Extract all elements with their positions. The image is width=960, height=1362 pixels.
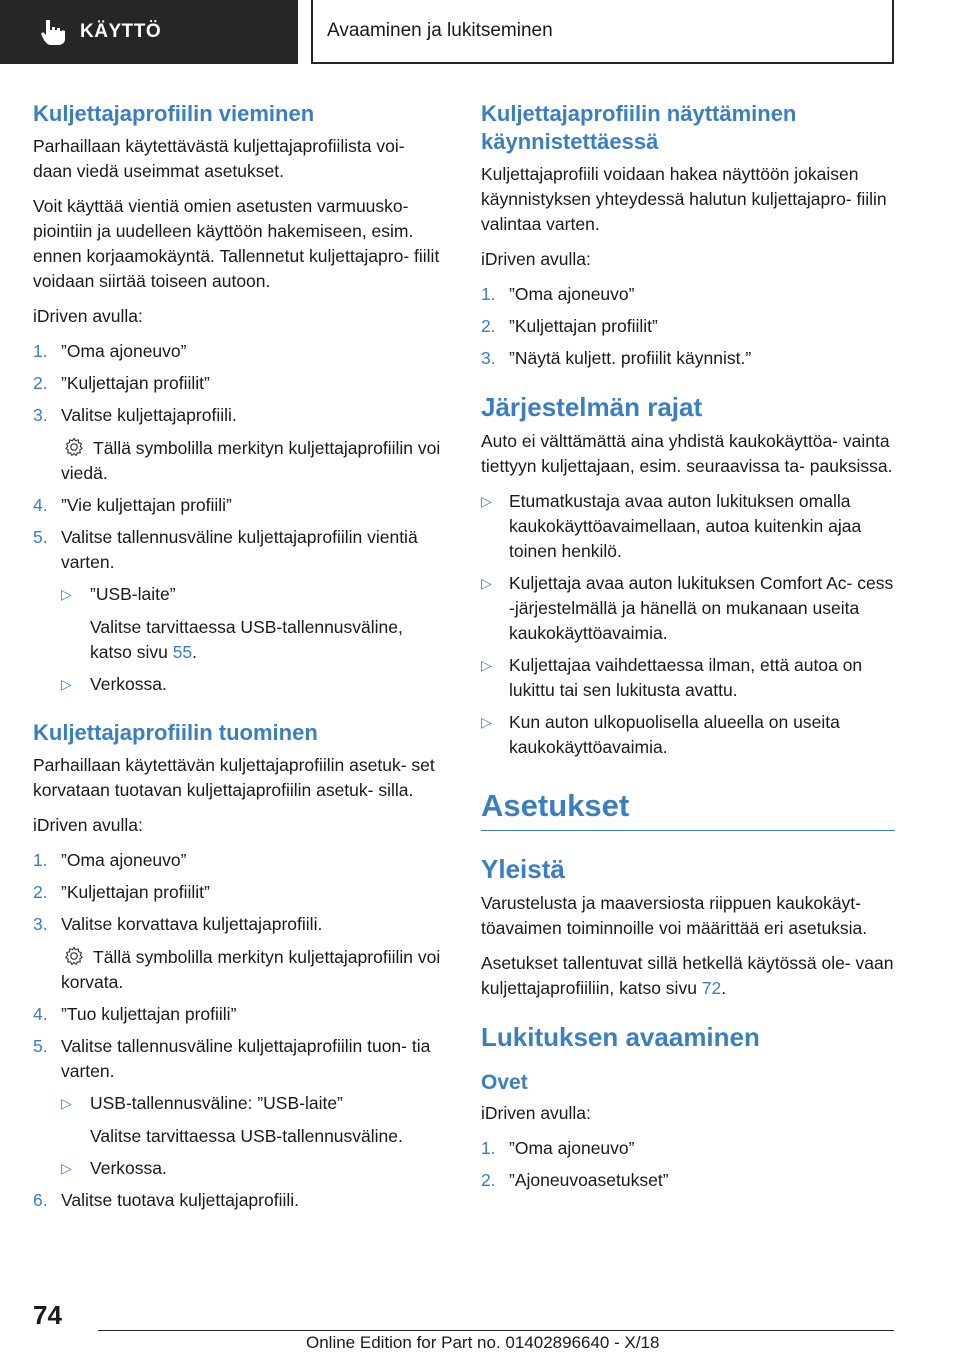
list-item bbox=[33, 912, 447, 937]
step-text: ”Kuljettajan profiilit” bbox=[509, 316, 658, 336]
detail-text: Valitse tarvittaessa USB-tallennusväline, bbox=[90, 617, 403, 637]
footer-divider bbox=[98, 1330, 894, 1331]
paragraph: Voit käyttää vientiä omien asetusten varmuusko- piointiin ja uudelleen käyttöön hakemiseen, esim. ennen korjaamokäyntä. Tallennetut kuljettajapro- fiilit voidaan siirtää toiseen autoon. bbox=[33, 196, 440, 291]
chapter-tab-label: Avaaminen ja lukitseminen bbox=[327, 20, 553, 41]
sub-item-detail: Valitse tarvittaessa USB-tallennusväline. bbox=[90, 1126, 403, 1146]
bullet-list bbox=[481, 489, 895, 760]
gear-note bbox=[33, 436, 447, 486]
step-number: 5. bbox=[33, 527, 48, 547]
triangle-bullet-icon: ▷ bbox=[61, 1095, 72, 1111]
step-number: 4. bbox=[33, 495, 48, 515]
step-number: 1. bbox=[481, 1138, 496, 1158]
hand-pointer-icon bbox=[38, 17, 68, 47]
list-item bbox=[33, 1002, 447, 1027]
gear-note-text: Tällä symbolilla merkityn kuljettajaprofiilin voi korvata. bbox=[61, 947, 441, 992]
sub-item-text: ”USB-laite” bbox=[90, 584, 176, 604]
list-item bbox=[481, 282, 895, 307]
sub-list-item bbox=[33, 582, 447, 607]
page-link-72[interactable]: 72 bbox=[701, 978, 722, 998]
step-number: 2. bbox=[33, 373, 48, 393]
step-list bbox=[33, 339, 447, 428]
heading-settings: Asetukset bbox=[481, 788, 630, 823]
step-text: Valitse tallennusväline kuljettajaprofiilin vientiä varten. bbox=[61, 527, 418, 572]
gear-icon bbox=[63, 436, 85, 458]
triangle-bullet-icon: ▷ bbox=[481, 657, 492, 673]
paragraph: Auto ei välttämättä aina yhdistä kaukokäyttöa- vainta tiettyyn kuljettajaan, esim. seuraavissa ta- pauksissa. bbox=[481, 431, 893, 476]
step-number: 3. bbox=[481, 348, 496, 368]
step-text: Valitse kuljettajaprofiili. bbox=[61, 405, 237, 425]
step-text: ”Kuljettajan profiilit” bbox=[61, 373, 210, 393]
step-list bbox=[481, 1136, 895, 1193]
list-item bbox=[33, 339, 447, 364]
paragraph: iDriven avulla: bbox=[33, 815, 143, 835]
list-item bbox=[481, 314, 895, 339]
step-number: 5. bbox=[33, 1036, 48, 1056]
list-item bbox=[481, 653, 895, 703]
step-text: ”Oma ajoneuvo” bbox=[61, 850, 187, 870]
section-tab-label: KÄYTTÖ bbox=[80, 21, 162, 42]
step-number: 4. bbox=[33, 1004, 48, 1024]
list-item bbox=[33, 880, 447, 905]
heading-system-limits: Järjestelmän rajat bbox=[481, 392, 703, 422]
page-link-55[interactable]: 55 bbox=[172, 642, 193, 662]
list-item bbox=[481, 710, 895, 760]
heading-show-profile-on-start: Kuljettajaprofiilin näyttäminen käynnistettäessä bbox=[481, 101, 797, 154]
step-text: ”Kuljettajan profiilit” bbox=[61, 882, 210, 902]
sub-item-text: USB-tallennusväline: ”USB-laite” bbox=[90, 1093, 343, 1113]
sub-list-item bbox=[33, 672, 447, 697]
step-number: 2. bbox=[481, 316, 496, 336]
step-list bbox=[33, 1002, 447, 1116]
heading-unlocking: Lukituksen avaaminen bbox=[481, 1022, 760, 1052]
list-item bbox=[481, 346, 895, 371]
step-text: ”Tuo kuljettajan profiili” bbox=[61, 1004, 237, 1024]
heading-import-profile: Kuljettajaprofiilin tuominen bbox=[33, 720, 318, 745]
step-number: 3. bbox=[33, 405, 48, 425]
step-list bbox=[33, 672, 447, 697]
list-item bbox=[481, 571, 895, 646]
bullet-text: Etumatkustaja avaa auton lukituksen omalla kaukokäyttöavaimellaan, autoa kuitenkin ajaa toinen henkilö. bbox=[509, 491, 862, 561]
paragraph: Parhaillaan käytettävän kuljettajaprofiilin asetuk- set korvataan tuotavan kuljettajaprofiilin asetuk- silla. bbox=[33, 755, 435, 800]
paragraph: iDriven avulla: bbox=[481, 1103, 591, 1123]
page-number: 74 bbox=[33, 1300, 62, 1330]
step-text: ”Vie kuljettajan profiili” bbox=[61, 495, 232, 515]
heading-general: Yleistä bbox=[481, 854, 565, 884]
gear-note-text: Tällä symbolilla merkityn kuljettajaprofiilin voi viedä. bbox=[61, 438, 441, 483]
list-item bbox=[481, 1168, 895, 1193]
list-item bbox=[33, 493, 447, 518]
section-tab[interactable] bbox=[0, 0, 298, 64]
step-text: ”Ajoneuvoasetukset” bbox=[509, 1170, 669, 1190]
step-text: Valitse tuotava kuljettajaprofiili. bbox=[61, 1190, 299, 1210]
step-number: 1. bbox=[33, 341, 48, 361]
step-number: 6. bbox=[33, 1190, 48, 1210]
left-column bbox=[33, 100, 447, 1221]
triangle-bullet-icon: ▷ bbox=[61, 676, 72, 692]
triangle-bullet-icon: ▷ bbox=[481, 575, 492, 591]
list-item bbox=[481, 489, 895, 564]
chapter-tab[interactable] bbox=[311, 0, 894, 64]
step-text: Valitse tallennusväline kuljettajaprofiilin tuon- tia varten. bbox=[61, 1036, 431, 1081]
triangle-bullet-icon: ▷ bbox=[481, 714, 492, 730]
right-column bbox=[481, 100, 895, 1201]
paragraph-text: . bbox=[721, 978, 727, 998]
bullet-text: Kuljettaja avaa auton lukituksen Comfort Ac- cess -järjestelmällä ja hänellä on mukanaan useita kaukokäyttöavaimia. bbox=[509, 573, 894, 643]
list-item bbox=[33, 403, 447, 428]
step-text: ”Oma ajoneuvo” bbox=[509, 1138, 635, 1158]
paragraph: iDriven avulla: bbox=[481, 249, 591, 269]
sub-list-item bbox=[33, 1156, 447, 1181]
triangle-bullet-icon: ▷ bbox=[61, 586, 72, 602]
triangle-bullet-icon: ▷ bbox=[481, 493, 492, 509]
sub-item-text: Verkossa. bbox=[90, 1158, 167, 1178]
sub-list-item bbox=[33, 1091, 447, 1116]
step-text: ”Oma ajoneuvo” bbox=[61, 341, 187, 361]
list-item bbox=[33, 1034, 447, 1084]
step-list bbox=[481, 282, 895, 371]
step-number: 1. bbox=[481, 284, 496, 304]
gear-icon bbox=[63, 945, 85, 967]
paragraph-text: Asetukset tallentuvat sillä hetkellä käytössä ole- vaan kuljettajaprofiiliin, katso sivu bbox=[481, 953, 894, 998]
list-item bbox=[33, 848, 447, 873]
bullet-text: Kun auton ulkopuolisella alueella on useita kaukokäyttöavaimia. bbox=[509, 712, 840, 757]
list-item bbox=[33, 371, 447, 396]
step-text: ”Oma ajoneuvo” bbox=[509, 284, 635, 304]
step-number: 2. bbox=[481, 1170, 496, 1190]
heading-export-profile: Kuljettajaprofiilin vieminen bbox=[33, 101, 315, 126]
paragraph: Varustelusta ja maaversiosta riippuen kaukokäyt- töavaimen toiminnoille voi määrittää eri asetuksia. bbox=[481, 893, 868, 938]
footer-edition: Online Edition for Part no. 01402896640 - X/18 bbox=[306, 1333, 660, 1352]
heading-doors: Ovet bbox=[481, 1071, 528, 1094]
paragraph bbox=[481, 951, 895, 1001]
page-header bbox=[0, 0, 960, 66]
step-text: Valitse korvattava kuljettajaprofiili. bbox=[61, 914, 323, 934]
step-number: 2. bbox=[33, 882, 48, 902]
sub-item-detail: Valitse tarvittaessa USB-tallennusväline, katso sivu 55. bbox=[90, 617, 403, 662]
heading-divider bbox=[481, 830, 895, 831]
step-number: 1. bbox=[33, 850, 48, 870]
list-item bbox=[33, 1188, 447, 1213]
step-list bbox=[33, 493, 447, 607]
bullet-text: Kuljettajaa vaihdettaessa ilman, että autoa on lukittu tai sen lukitusta avattu. bbox=[509, 655, 863, 700]
detail-text: katso sivu bbox=[90, 642, 168, 662]
paragraph: Kuljettajaprofiili voidaan hakea näyttöön jokaisen käynnistyksen yhteydessä halutun kuljettajapro- fiilin valintaa varten. bbox=[481, 164, 887, 234]
paragraph: Parhaillaan käytettävästä kuljettajaprofiilista voi- daan viedä useimmat asetukset. bbox=[33, 136, 405, 181]
step-list bbox=[33, 848, 447, 937]
gear-note bbox=[33, 945, 447, 995]
triangle-bullet-icon: ▷ bbox=[61, 1160, 72, 1176]
step-list bbox=[33, 1156, 447, 1213]
sub-item-text: Verkossa. bbox=[90, 674, 167, 694]
step-number: 3. bbox=[33, 914, 48, 934]
paragraph: iDriven avulla: bbox=[33, 306, 143, 326]
list-item bbox=[33, 525, 447, 575]
list-item bbox=[481, 1136, 895, 1161]
step-text: ”Näytä kuljett. profiilit käynnist.” bbox=[509, 348, 752, 368]
